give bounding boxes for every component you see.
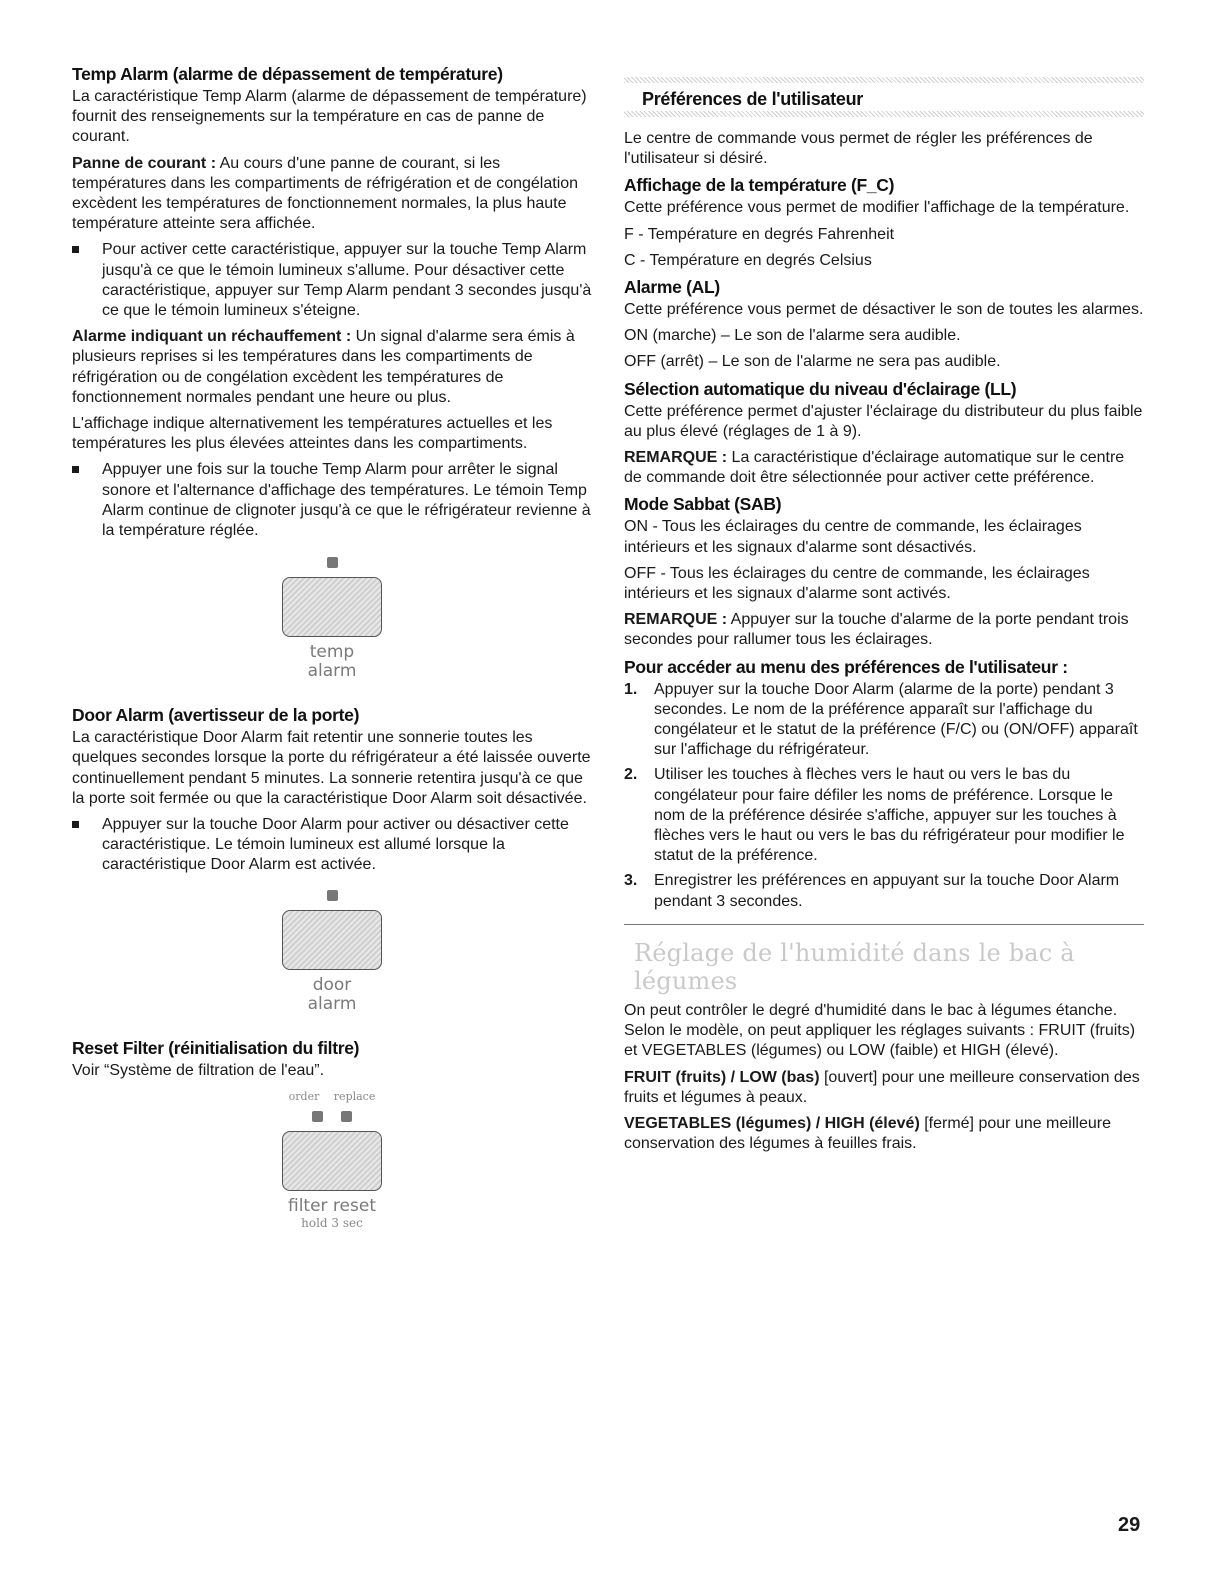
temp-alarm-intro: La caractéristique Temp Alarm (alarme de dépassement de température) fournit des renseignements sur la température en cas de panne de courant. bbox=[72, 88, 587, 146]
sabbath-off-line: OFF - Tous les éclairages du centre de commande, les éclairages intérieurs et les signaux d'alarme sont activés. bbox=[624, 564, 1090, 603]
remark-label: REMARQUE : bbox=[624, 449, 728, 467]
button-display-icon bbox=[282, 577, 382, 637]
access-menu-heading: Pour accéder au menu des préférences de l'utilisateur : bbox=[624, 656, 1068, 677]
sabbath-heading: Mode Sabbat (SAB) bbox=[624, 494, 782, 515]
step-text: Utiliser les touches à flèches vers le haut ou vers le bas du congélateur pour faire défiler les noms de préférence. Lorsque le nom de la préférence désirée s'affiche, appuyer sur les touches à flèches vers le haut ou vers le bas du réfrigérateur pour modifier le statut de la préférence. bbox=[654, 766, 1125, 865]
vegetables-label: VEGETABLES (légumes) / HIGH (élevé) bbox=[624, 1114, 920, 1132]
light-remark bbox=[624, 448, 1144, 488]
bullet-item bbox=[72, 460, 592, 541]
indicator-light-icon bbox=[327, 890, 338, 901]
button-display-icon bbox=[282, 910, 382, 970]
preferences-header-bar bbox=[624, 72, 1144, 117]
step-number: 1. bbox=[624, 680, 638, 698]
warming-text: Un signal d'alarme sera émis à plusieurs reprises si les températures dans les compartiments de réfrigération ou de congélation excèdent les températures de fonctionnement normales pendant une heure ou plus. bbox=[72, 328, 575, 406]
door-alarm-heading: Door Alarm (avertisseur de la porte) bbox=[72, 705, 360, 726]
temp-display-text: Cette préférence vous permet de modifier l'affichage de la température. bbox=[624, 199, 1130, 217]
panel-label-line2: hold 3 sec bbox=[301, 1215, 363, 1230]
section-divider bbox=[624, 924, 1144, 925]
step-text: Appuyer sur la touche Door Alarm (alarme de la porte) pendant 3 secondes. Le nom de la préférence apparaît sur l'affichage du congélateur et le statut de la préférence (F/C) ou (ON/OFF) apparaît sur l'affichage du réfrigérateur. bbox=[654, 680, 1138, 759]
power-failure-text: Au cours d'une panne de courant, si les températures dans les compartiments de réfrigération et de congélation excèdent les températures de fonctionnement normales, la plus haute température atteinte sera affichée. bbox=[72, 154, 579, 233]
bullet-square-icon bbox=[72, 466, 79, 473]
alarm-text: Cette préférence vous permet de désactiver le son de toutes les alarmes. bbox=[624, 301, 1144, 319]
button-display-icon bbox=[282, 1131, 382, 1191]
panel-label-line1: temp bbox=[309, 642, 355, 663]
display-paragraph: L'affichage indique alternativement les températures actuelles et les températures les plus élevées atteintes dans les compartiments. bbox=[72, 415, 553, 453]
indicator-light-icon bbox=[327, 557, 338, 568]
step-number: 2. bbox=[624, 766, 638, 784]
preferences-heading: Préférences de l'utilisateur bbox=[642, 89, 863, 109]
order-light-icon bbox=[312, 1111, 323, 1122]
sabbath-on-line: ON - Tous les éclairages du centre de commande, les éclairages intérieurs et les signaux d'alarme sont désactivés. bbox=[624, 518, 1082, 556]
bullet-text: Appuyer sur la touche Door Alarm pour activer ou désactiver cette caractéristique. Le témoin lumineux est allumé lorsque la caractéristique Door Alarm est activée. bbox=[102, 816, 569, 874]
sabbath-remark bbox=[624, 610, 1144, 650]
right-column bbox=[624, 72, 1144, 1160]
order-label: order bbox=[288, 1089, 320, 1103]
fruit-text: [ouvert] pour une meilleure conservation des fruits et légumes à peaux. bbox=[624, 1068, 1140, 1106]
left-column bbox=[72, 64, 592, 1230]
numbered-step bbox=[624, 871, 1144, 911]
page-number: 29 bbox=[1118, 1514, 1141, 1536]
alarm-off-line: OFF (arrêt) – Le son de l'alarme ne sera pas audible. bbox=[624, 353, 1001, 371]
step-text: Enregistrer les préférences en appuyant sur la touche Door Alarm pendant 3 secondes. bbox=[654, 872, 1120, 910]
light-level-text: Cette préférence permet d'ajuster l'éclairage du distributeur du plus faible au plus élevé (réglages de 1 à 9). bbox=[624, 402, 1143, 440]
celsius-line: C - Température en degrés Celsius bbox=[624, 251, 872, 269]
door-alarm-intro: La caractéristique Door Alarm fait retentir une sonnerie toutes les quelques secondes lorsque la porte du réfrigérateur a été laissée ouverte continuellement pendant 5 minutes. La sonnerie retentira jusqu'à ce que la porte soit fermée ou que la caractéristique Door Alarm soit désactivée. bbox=[72, 729, 591, 807]
remark-text: Appuyer sur la touche d'alarme de la porte pendant trois secondes pour rallumer tous les éclairages. bbox=[624, 611, 1129, 649]
temp-alarm-heading: Temp Alarm (alarme de dépassement de température) bbox=[72, 64, 503, 84]
replace-light-icon bbox=[341, 1111, 352, 1122]
reset-filter-text: Voir “Système de filtration de l'eau”. bbox=[72, 1061, 325, 1079]
bullet-text: Appuyer une fois sur la touche Temp Alarm pour arrêter le signal sonore et l'alternance d'affichage des températures. Le témoin Temp Alarm continue de clignoter jusqu'à ce que le réfrigérateur revienne à la température réglée. bbox=[102, 461, 591, 540]
alarm-on-line: ON (marche) – Le son de l'alarme sera audible. bbox=[624, 327, 961, 345]
power-failure-paragraph bbox=[72, 154, 592, 235]
alarm-heading: Alarme (AL) bbox=[624, 277, 720, 298]
numbered-step bbox=[624, 680, 1144, 761]
warming-label: Alarme indiquant un réchauffement : bbox=[72, 328, 352, 346]
power-failure-label: Panne de courant : bbox=[72, 154, 217, 172]
preferences-intro: Le centre de commande vous permet de régler les préférences de l'utilisateur si désiré. bbox=[624, 130, 1093, 168]
fahrenheit-line: F - Température en degrés Fahrenheit bbox=[624, 225, 895, 243]
reset-filter-heading: Reset Filter (réinitialisation du filtre) bbox=[72, 1037, 360, 1058]
filter-reset-panel-illustration bbox=[262, 1087, 402, 1230]
humidity-intro: On peut contrôler le degré d'humidité dans le bac à légumes étanche. Selon le modèle, on peut appliquer les réglages suivants : FRUIT (fruits) et VEGETABLES (légumes) ou LOW (faible) et HIGH (élevé). bbox=[624, 1001, 1136, 1060]
vegetables-text: [fermé] pour une meilleure conservation des légumes à feuilles frais. bbox=[624, 1114, 1111, 1153]
fruit-label: FRUIT (fruits) / LOW (bas) bbox=[624, 1068, 820, 1086]
step-number: 3. bbox=[624, 872, 638, 890]
bullet-text: Pour activer cette caractéristique, appuyer sur la touche Temp Alarm jusqu'à ce que le témoin lumineux s'allume. Pour désactiver cette caractéristique, appuyer sur Temp Alarm pendant 3 secondes jusqu'à ce que le témoin lumineux s'éteigne. bbox=[102, 241, 592, 320]
panel-label-line2: alarm bbox=[307, 993, 357, 1014]
numbered-step bbox=[624, 765, 1144, 866]
remark-label: REMARQUE : bbox=[624, 611, 728, 629]
panel-label-line1: filter reset bbox=[287, 1195, 376, 1216]
bullet-square-icon bbox=[72, 246, 79, 253]
warming-paragraph bbox=[72, 327, 592, 408]
temp-alarm-panel-illustration bbox=[272, 555, 392, 681]
temp-display-heading: Affichage de la température (F_C) bbox=[624, 175, 895, 196]
panel-label-line1: door bbox=[312, 974, 352, 995]
bullet-item bbox=[72, 815, 592, 876]
light-level-heading: Sélection automatique du niveau d'éclairage (LL) bbox=[624, 378, 1017, 399]
vegetables-setting bbox=[624, 1114, 1144, 1154]
remark-text: La caractéristique d'éclairage automatique sur le centre de commande doit être sélectionnée pour activer cette préférence. bbox=[624, 449, 1125, 487]
door-alarm-panel-illustration bbox=[272, 888, 392, 1014]
replace-label: replace bbox=[333, 1089, 376, 1103]
bullet-square-icon bbox=[72, 821, 79, 828]
fruit-setting bbox=[624, 1068, 1144, 1108]
bullet-item bbox=[72, 240, 592, 321]
panel-label-line2: alarm bbox=[307, 661, 357, 682]
humidity-heading: Réglage de l'humidité dans le bac à légumes bbox=[634, 938, 1075, 995]
